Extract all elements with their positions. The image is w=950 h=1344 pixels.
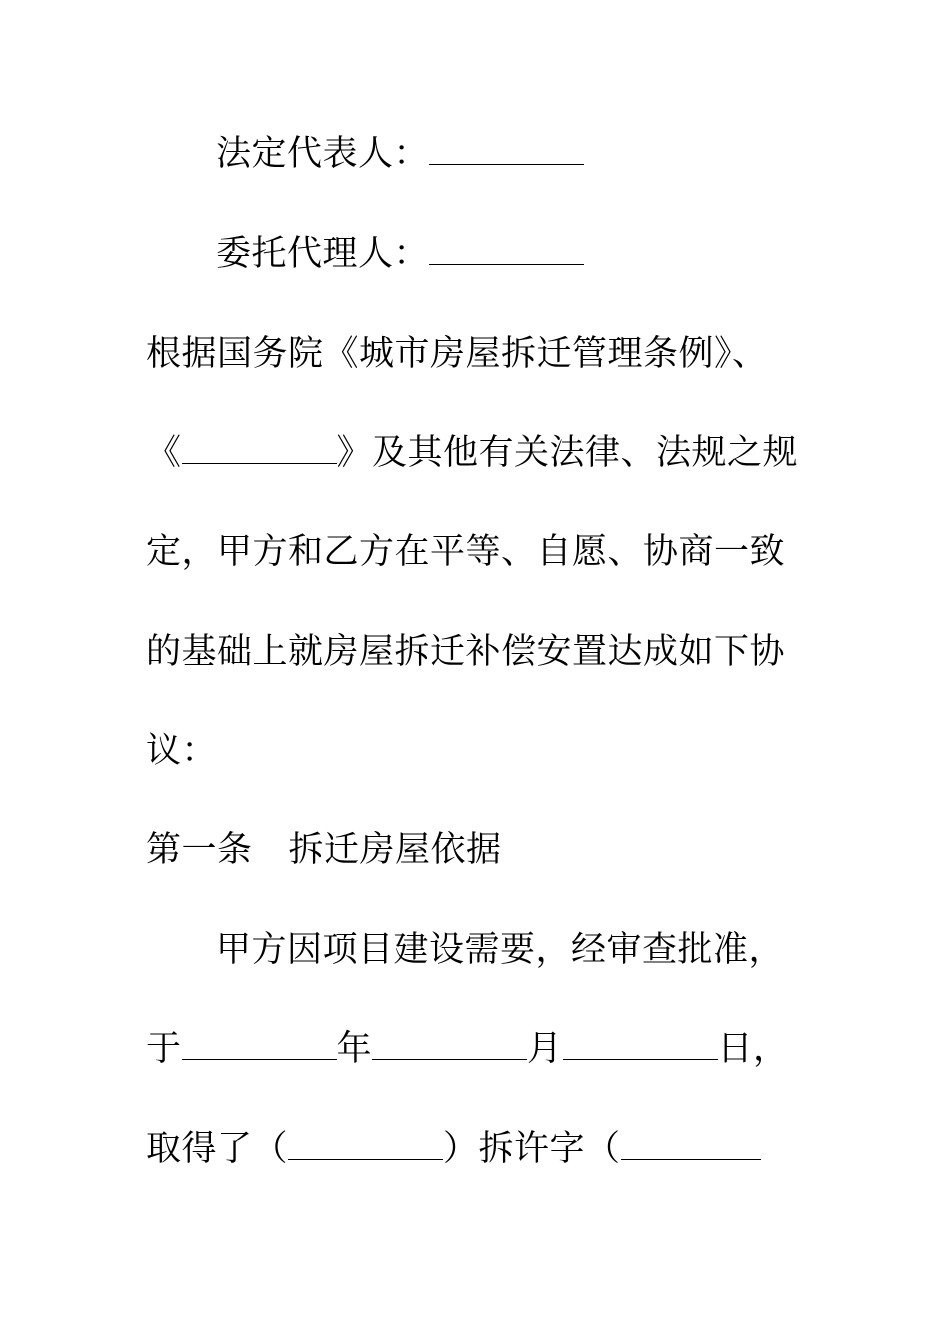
day-blank[interactable] xyxy=(563,1029,718,1060)
month-label: 月 xyxy=(527,1029,563,1069)
article-1-number: 第一条 xyxy=(146,830,253,870)
date-prefix: 于 xyxy=(146,1029,182,1069)
legal-representative-blank[interactable] xyxy=(429,134,584,165)
basis-line-2 xyxy=(146,433,798,473)
basis-line-3 xyxy=(146,532,785,572)
legal-representative-line xyxy=(216,134,584,174)
permit-number-blank[interactable] xyxy=(621,1129,761,1160)
permit-text-2: ）拆许字（ xyxy=(443,1129,621,1169)
approval-date-line xyxy=(146,1029,789,1069)
month-blank[interactable] xyxy=(372,1029,527,1060)
basis-text-3: 定，甲方和乙方在平等、自愿、协商一致 xyxy=(146,532,786,572)
article-1-title: 拆迁房屋依据 xyxy=(288,830,502,870)
basis-text-2-rest: 》及其他有关法律、法规之规 xyxy=(336,433,799,473)
article-1-paragraph-text-1: 甲方因项目建设需要，经审查批准， xyxy=(216,930,785,970)
year-label: 年 xyxy=(336,1029,373,1069)
year-blank[interactable] xyxy=(182,1029,337,1060)
article-1-paragraph-line-1 xyxy=(216,930,784,970)
authorized-agent-line xyxy=(216,234,584,274)
permit-text-1: 取得了（ xyxy=(146,1129,289,1169)
basis-text-4: 的基础上就房屋拆迁补偿安置达成如下协 xyxy=(146,632,786,672)
basis-text-1: 根据国务院《城市房屋拆迁管理条例》、 xyxy=(146,334,768,374)
article-1-heading xyxy=(146,830,502,870)
basis-text-2-open: 《 xyxy=(146,433,182,473)
day-label: 日， xyxy=(717,1029,789,1069)
basis-line-5 xyxy=(146,731,217,771)
basis-line-4 xyxy=(146,632,785,672)
authorized-agent-label: 委托代理人： xyxy=(216,234,430,274)
basis-line-1 xyxy=(146,334,768,374)
basis-text-5: 议： xyxy=(146,731,218,771)
regulation-name-blank[interactable] xyxy=(182,433,337,464)
legal-representative-label: 法定代表人： xyxy=(216,134,430,174)
permit-authority-blank[interactable] xyxy=(288,1129,443,1160)
permit-line xyxy=(146,1129,761,1169)
authorized-agent-blank[interactable] xyxy=(429,234,584,265)
